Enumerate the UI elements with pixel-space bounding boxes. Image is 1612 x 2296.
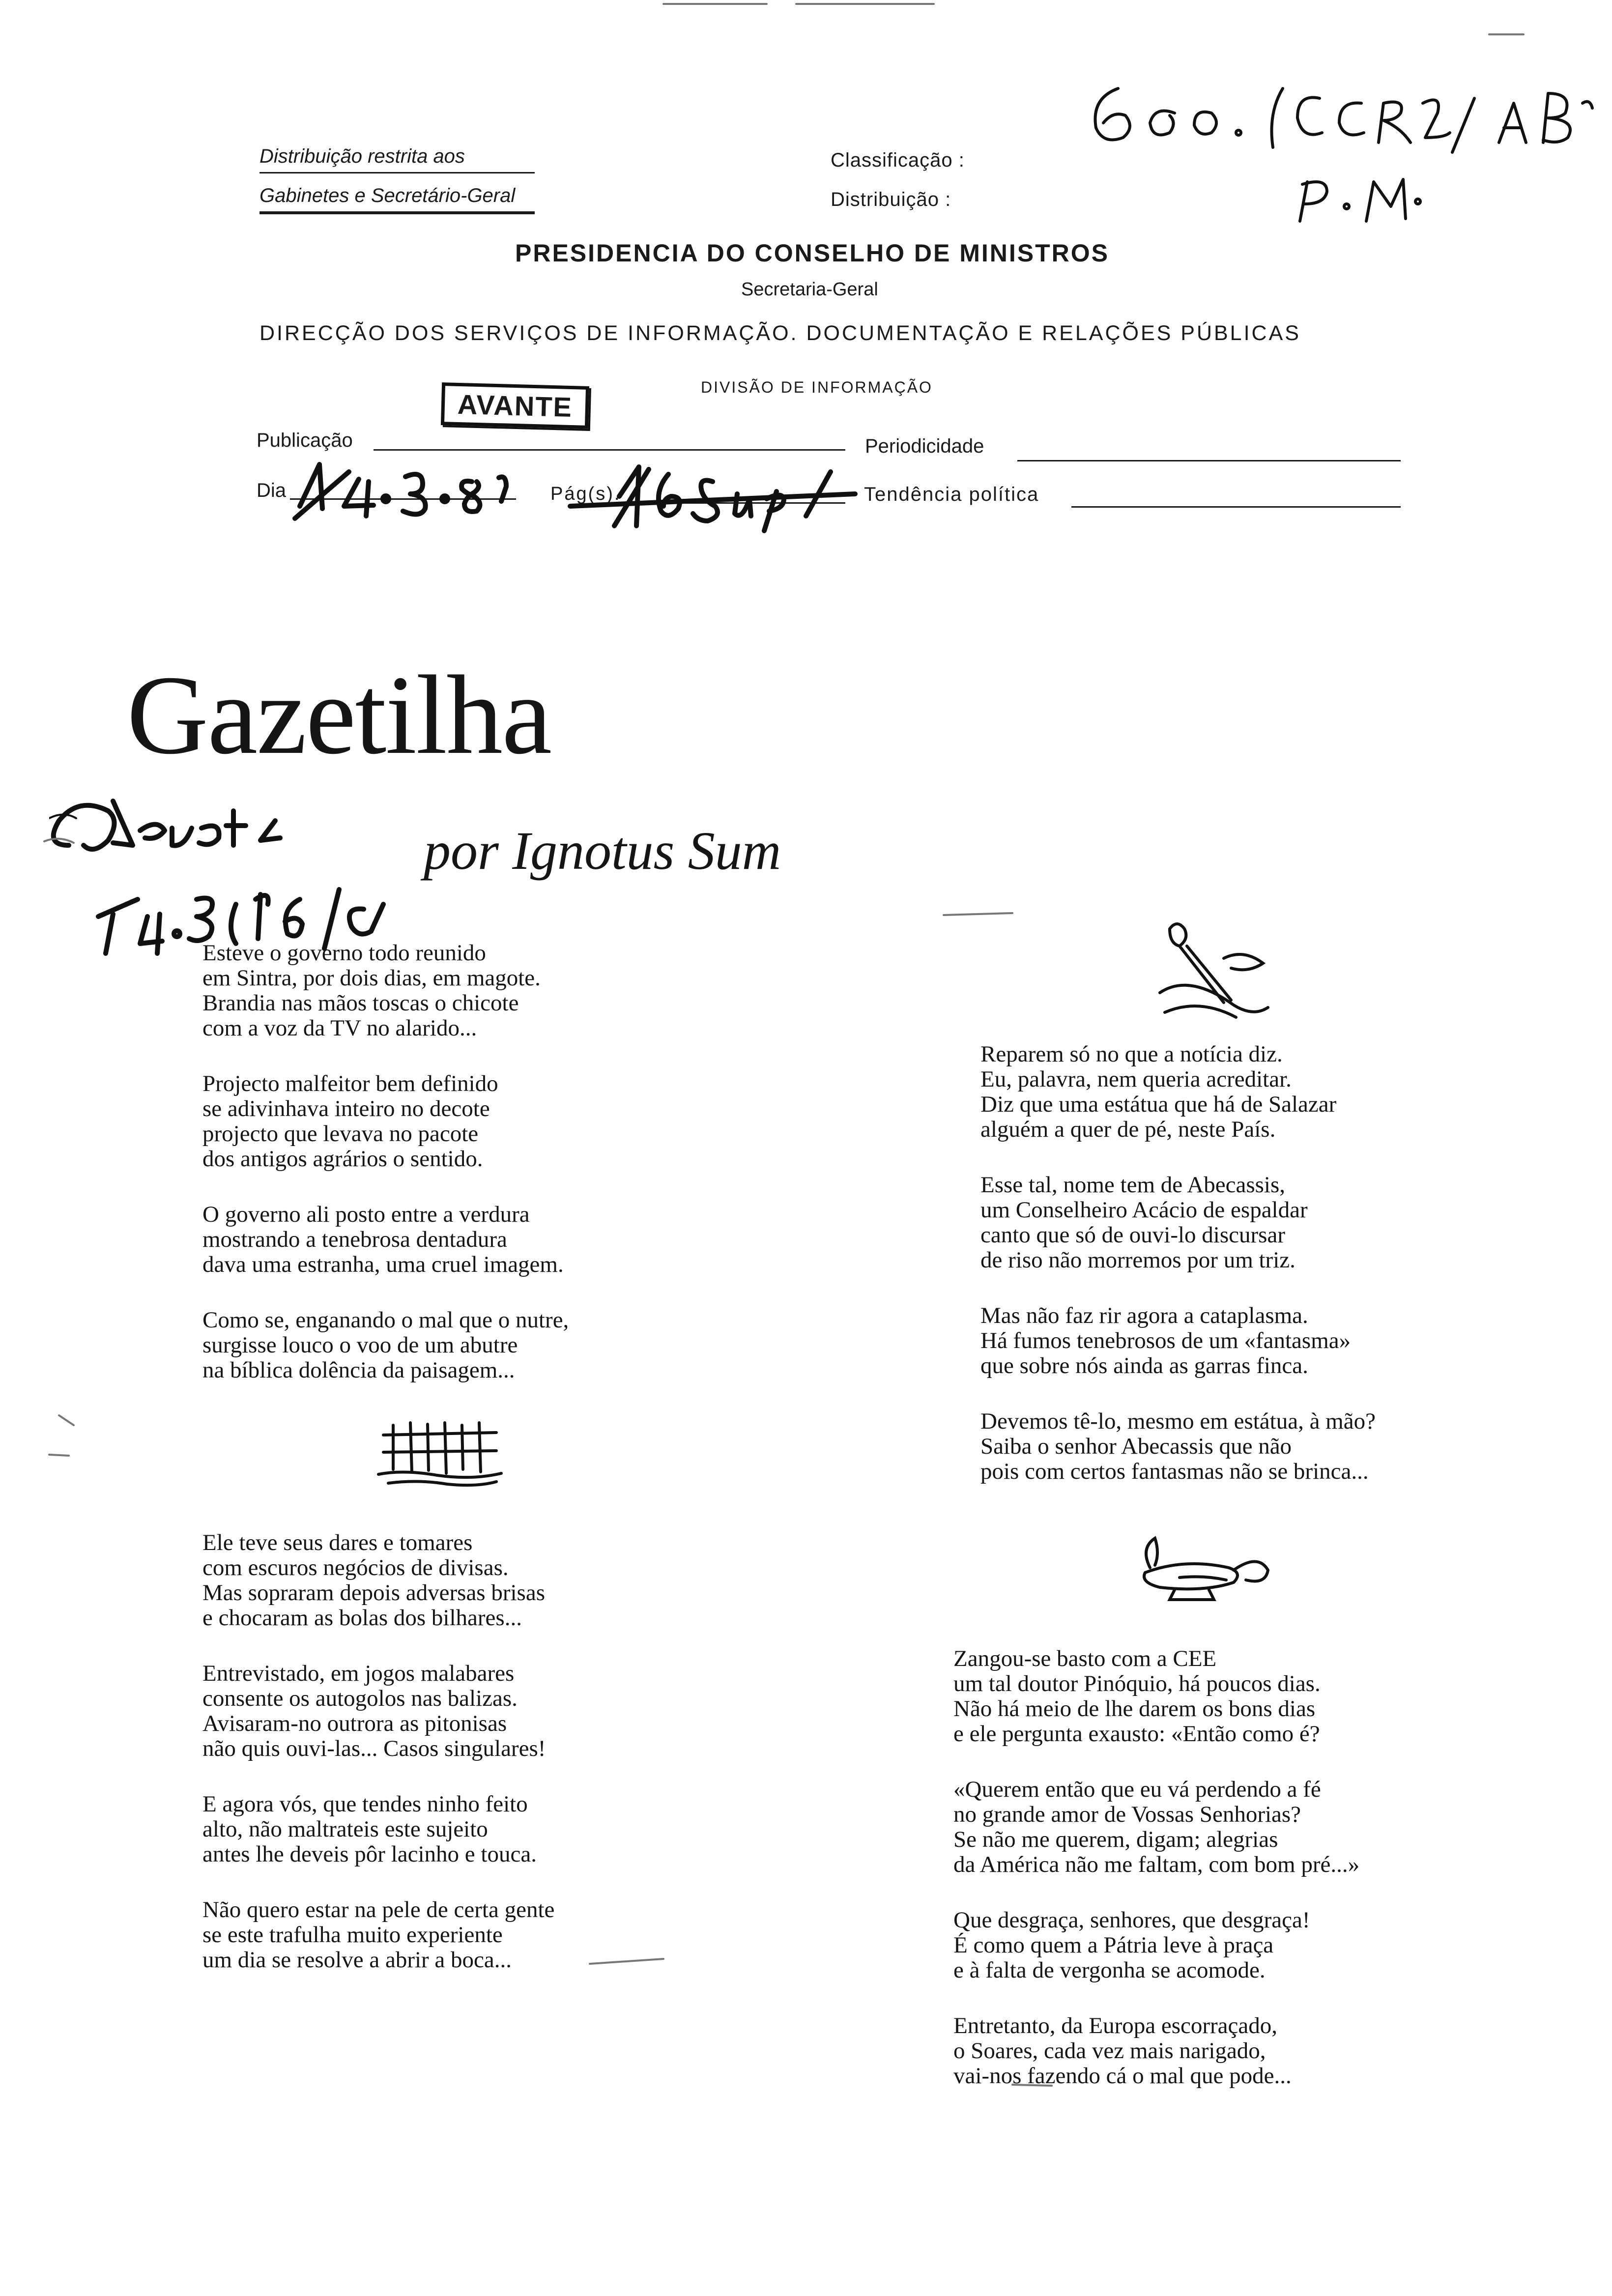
poem-line: surgisse louco o voo de um abutre [202,1332,518,1358]
poem-line: na bíblica dolência da paisagem... [202,1357,515,1383]
poem-line: não quis ouvi-las... Casos singulares! [202,1736,546,1761]
poem-line: Entrevistado, em jogos malabares [202,1661,515,1686]
poem-line: se adivinhava inteiro no decote [202,1096,490,1121]
poem-line: Como se, enganando o mal que o nutre, [202,1307,569,1333]
poem-line: um Conselheiro Acácio de espaldar [980,1197,1308,1223]
classificacao-label: Classificação : [831,149,965,171]
poem-line: alguém a quer de pé, neste País. [980,1117,1276,1142]
poem-line: um tal doutor Pinóquio, há poucos dias. [953,1671,1321,1696]
poem-line: Projecto malfeitor bem definido [202,1071,498,1096]
page-subtitle: Secretaria-Geral [741,279,878,300]
poem-line: com a voz da TV no alarido... [202,1015,477,1041]
poem-line: alto, não maltrateis este sujeito [202,1816,488,1842]
poem-line: «Querem então que eu vá perdendo a fé [953,1777,1321,1802]
publicacao-label: Publicação [257,430,353,451]
poem-line: e chocaram as bolas dos bilhares... [202,1605,522,1631]
poem-line: dos antigos agrários o sentido. [202,1146,483,1172]
poem-line: no grande amor de Vossas Senhorias? [953,1802,1301,1827]
poem-line: dava uma estranha, uma cruel imagem. [202,1252,564,1277]
poem-line: E agora vós, que tendes ninho feito [202,1791,528,1817]
poem-line: canto que só de ouvi-lo discursar [980,1222,1285,1248]
poem-line: É como quem a Pátria leve à praça [953,1932,1274,1958]
poem-line: Avisaram-no outrora as pitonisas [202,1711,507,1736]
poem-line: pois com certos fantasmas não se brinca... [980,1459,1369,1484]
poem-line: Esteve o governo todo reunido [202,940,486,966]
distribution-note-line1: Distribuição restrita aos [259,145,465,167]
poem-line: Eu, palavra, nem queria acreditar. [980,1066,1292,1092]
distribution-note-line2: Gabinetes e Secretário-Geral [259,185,516,206]
poem-line: Saiba o senhor Abecassis que não [980,1434,1292,1459]
poem-line: Que desgraça, senhores, que desgraça! [953,1907,1310,1933]
poem-line: Brandia nas mãos toscas o chicote [202,990,519,1016]
poem-line: Se não me querem, digam; alegrias [953,1827,1278,1852]
poem-line: Esse tal, nome tem de Abecassis, [980,1172,1285,1198]
poem-line: um dia se resolve a abrir a boca... [202,1947,512,1973]
poem-line: O governo ali posto entre a verdura [202,1202,530,1227]
poem-line: de riso não morremos por um triz. [980,1247,1295,1273]
poem-line: o Soares, cada vez mais narigado, [953,2038,1266,2064]
poem-line: Reparem só no que a notícia diz. [980,1041,1283,1067]
pags-label: Pág(s). [550,484,621,504]
poem-line: e à falta de vergonha se acomode. [953,1957,1266,1983]
poem-line: Ele teve seus dares e tomares [202,1530,473,1555]
poem-line: da América não me faltam, com bom pré...» [953,1852,1360,1877]
dia-label: Dia [257,480,287,501]
poem-line: projecto que levava no pacote [202,1121,479,1147]
poem-line: e ele pergunta exausto: «Então como é? [953,1721,1320,1747]
poem-line: em Sintra, por dois dias, em magote. [202,965,541,991]
poem-line: Entretanto, da Europa escorraçado, [953,2013,1277,2038]
poem-line: se este trafulha muito experiente [202,1922,503,1948]
department-line: DIRECÇÃO DOS SERVIÇOS DE INFORMAÇÃO. DOCUMENTAÇÃO E RELAÇÕES PÚBLICAS [259,321,1301,345]
division-line: DIVISÃO DE INFORMAÇÃO [701,378,933,396]
publication-stamp: AVANTE [441,382,589,429]
poem-line: Zangou-se basto com a CEE [953,1646,1217,1671]
poem-line: vai-nos fazendo cá o mal que pode... [953,2063,1292,2089]
poem-line: Não quero estar na pele de certa gente [202,1897,555,1923]
poem-line: Há fumos tenebrosos de um «fantasma» [980,1328,1351,1353]
poem-line: Mas sopraram depois adversas brisas [202,1580,545,1606]
page-title: PRESIDENCIA DO CONSELHO DE MINISTROS [515,239,1110,267]
article-title: Gazetilha [127,652,551,777]
poem-line: mostrando a tenebrosa dentadura [202,1227,507,1252]
poem-line: antes lhe deveis pôr lacinho e touca. [202,1841,537,1867]
poem-line: consente os autogolos nas balizas. [202,1686,518,1711]
poem-line: Diz que uma estátua que há de Salazar [980,1091,1337,1117]
poem-line: com escuros negócios de divisas. [202,1555,509,1580]
poem-line: Mas não faz rir agora a cataplasma. [980,1303,1308,1328]
article-byline: por Ignotus Sum [424,821,781,881]
poem-line: Devemos tê-lo, mesmo em estátua, à mão? [980,1408,1376,1434]
tendencia-label: Tendência política [864,484,1039,505]
distribuicao-label: Distribuição : [831,189,951,210]
periodicidade-label: Periodicidade [865,435,984,457]
poem-line: Não há meio de lhe darem os bons dias [953,1696,1316,1722]
poem-line: que sobre nós ainda as garras finca. [980,1353,1308,1378]
